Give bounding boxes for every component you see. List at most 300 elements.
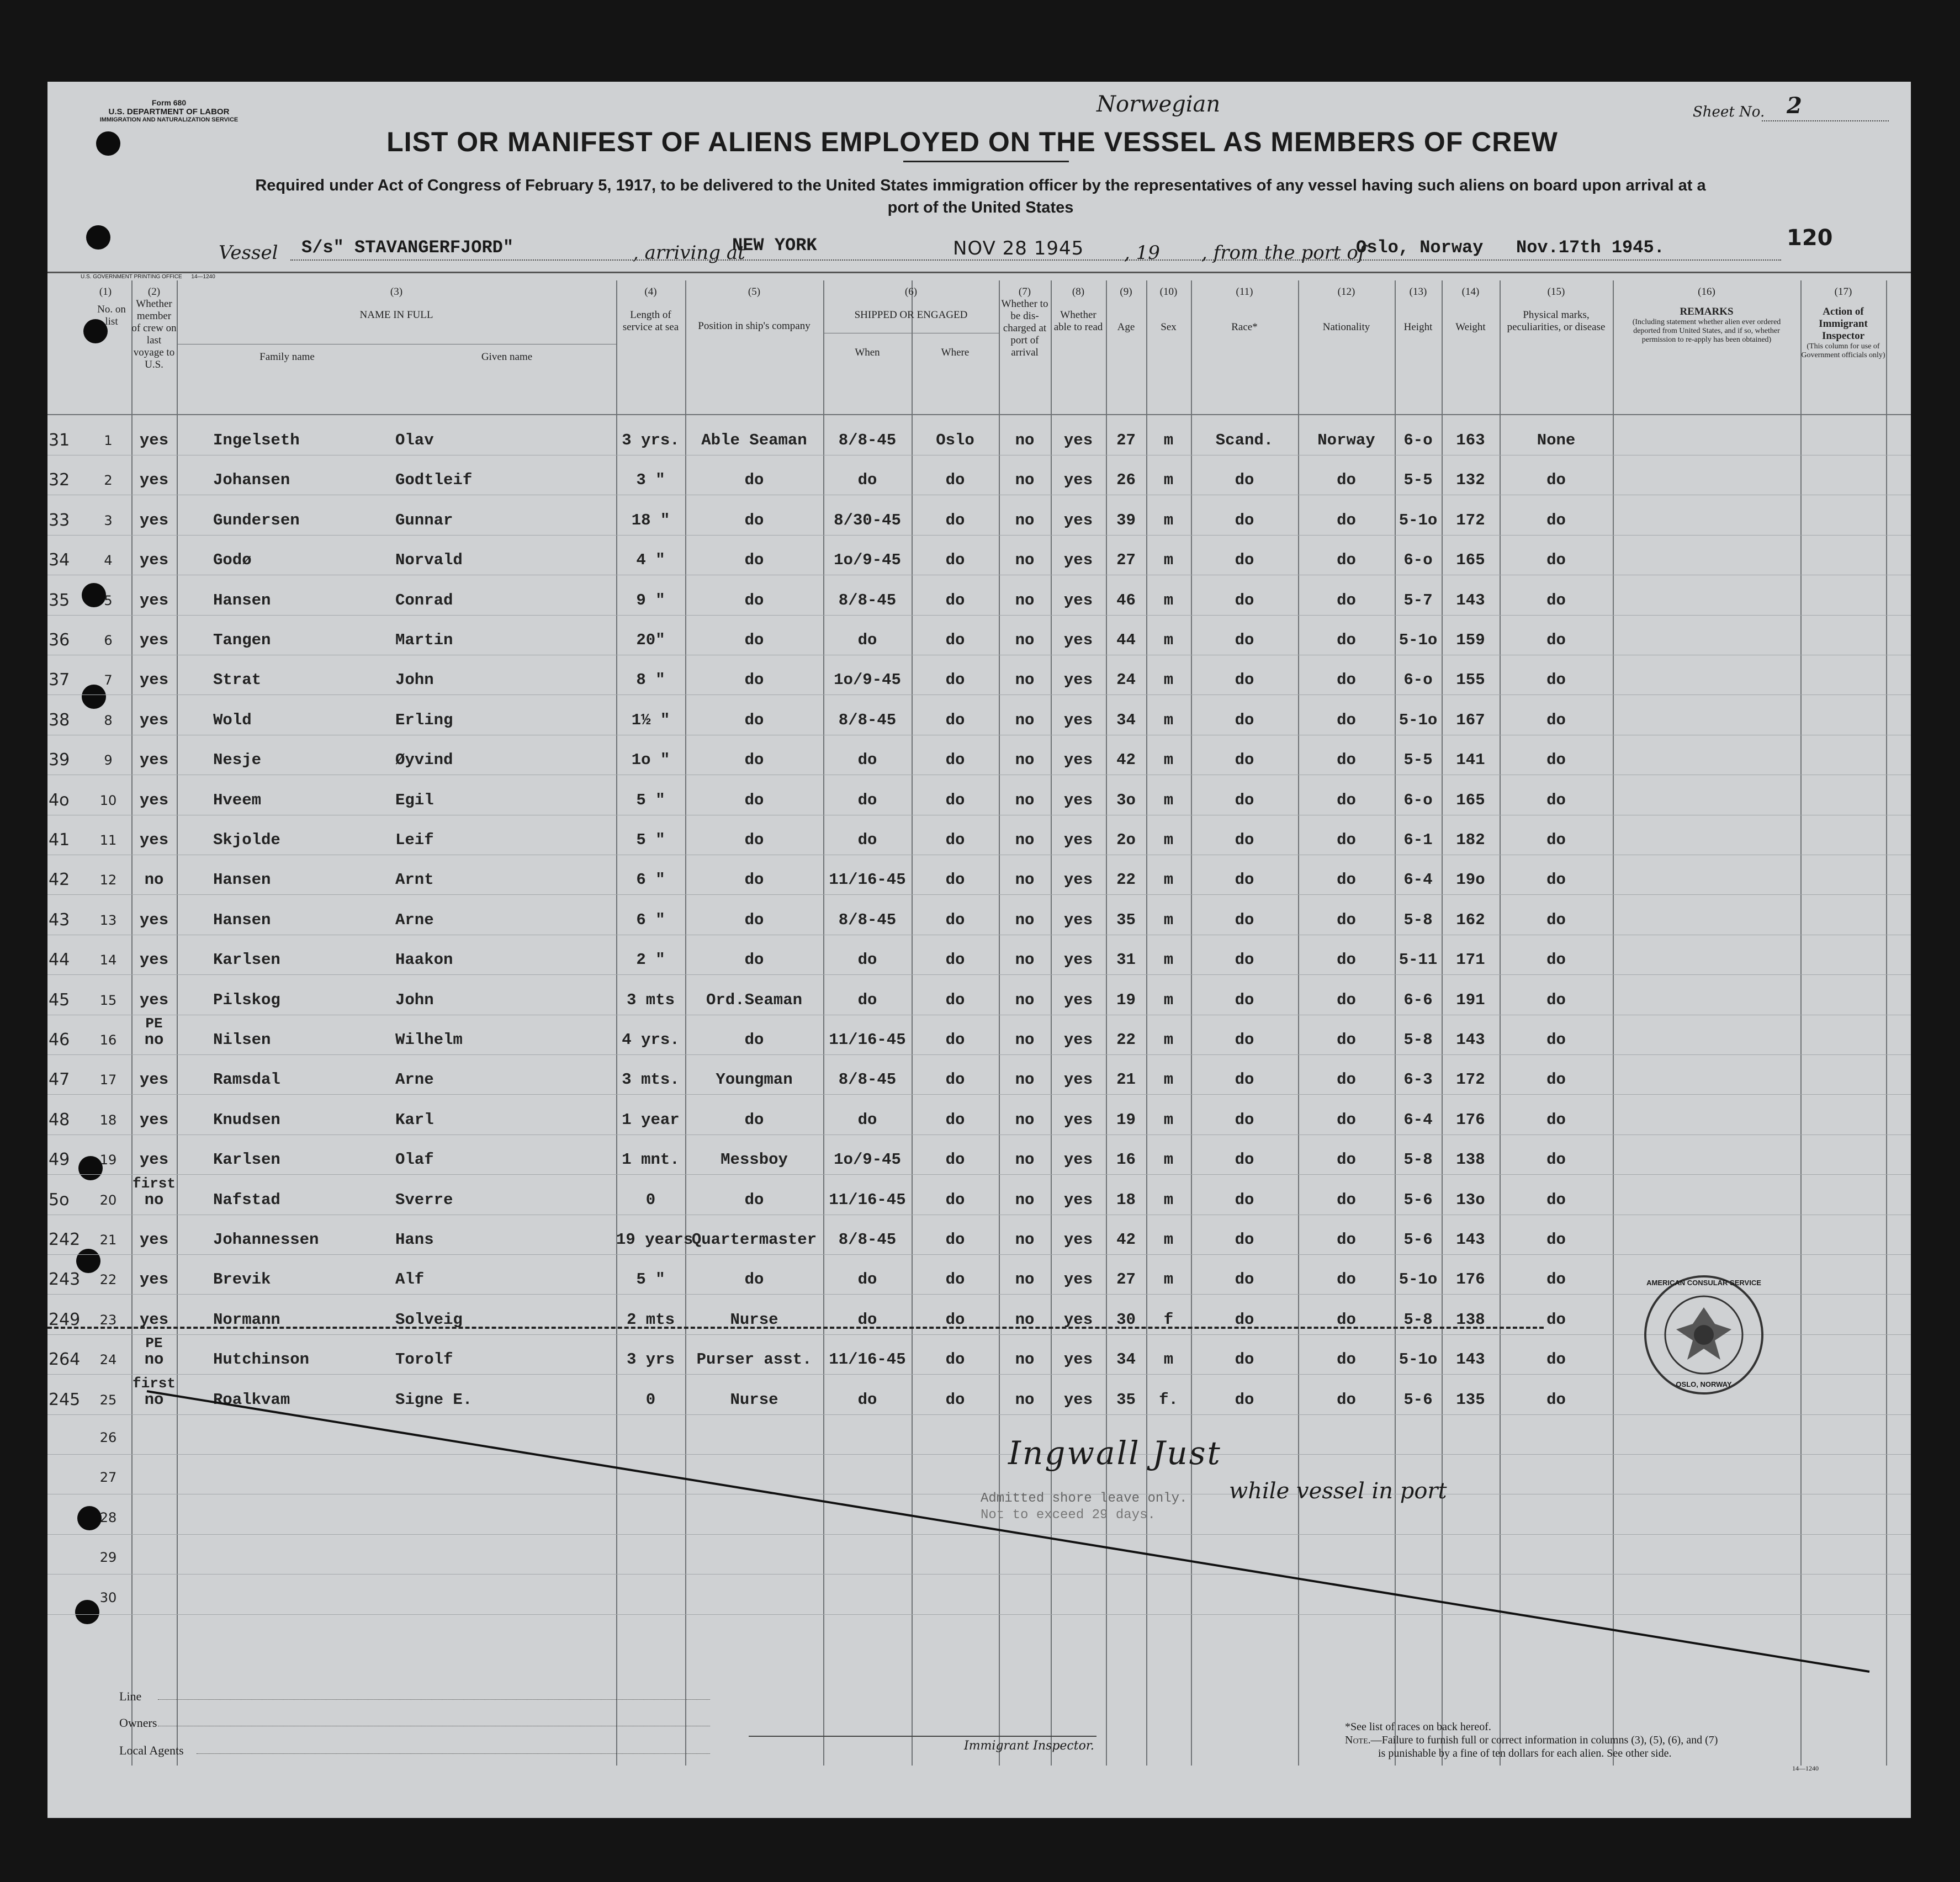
age: 42 — [1116, 1231, 1136, 1249]
row-number: 4 — [104, 553, 113, 569]
age: 35 — [1116, 1390, 1136, 1409]
nationality: do — [1337, 1310, 1356, 1329]
hdr-height: Height — [1403, 321, 1433, 333]
position: do — [744, 711, 764, 729]
position: do — [744, 831, 764, 849]
col-number: (1) — [99, 286, 112, 298]
crew-last-voyage: yes — [139, 591, 169, 609]
shipped-when: do — [857, 1270, 877, 1289]
year-label: , 19 — [1124, 242, 1160, 264]
given-name: Solveig — [395, 1310, 463, 1329]
crew-last-voyage: yes — [139, 1231, 169, 1249]
physical-marks: do — [1546, 1070, 1566, 1089]
family-name: Nafstad — [213, 1190, 280, 1209]
given-name: Arne — [395, 910, 434, 929]
races-note: *See list of races on back hereof. — [1345, 1721, 1491, 1733]
given-name: Leif — [395, 831, 434, 849]
able-to-read: yes — [1063, 591, 1093, 609]
race: do — [1235, 631, 1254, 649]
nationality: Norway — [1317, 431, 1375, 449]
shipped-when: 8/8-45 — [838, 711, 897, 729]
sex: m — [1163, 871, 1174, 889]
footer-line-label: Line — [119, 1689, 142, 1703]
margin-line-number: 243 — [49, 1270, 81, 1290]
family-name: Godø — [213, 551, 252, 570]
shipped-where: do — [945, 871, 965, 889]
race: do — [1235, 1031, 1254, 1049]
col-number: (13) — [1409, 286, 1427, 298]
position: do — [744, 1031, 764, 1049]
age: 18 — [1116, 1190, 1136, 1209]
row-number: 7 — [104, 672, 113, 688]
print-office-text: U.S. GOVERNMENT PRINTING OFFICE — [81, 274, 182, 280]
cancel-diagonal — [47, 82, 1911, 1818]
family-name: Pilskog — [213, 990, 280, 1009]
race: do — [1235, 1190, 1254, 1209]
margin-line-number: 34 — [49, 550, 70, 570]
age: 46 — [1116, 591, 1136, 609]
crew-last-voyage: yes — [139, 511, 169, 529]
physical-marks: do — [1546, 511, 1566, 529]
row-number: 19 — [99, 1152, 117, 1168]
to-be-discharged: no — [1015, 791, 1035, 809]
footer-line-dots — [158, 1699, 710, 1700]
form-number: Form 680 — [151, 98, 187, 107]
able-to-read: yes — [1063, 791, 1093, 809]
family-name: Karlsen — [213, 1151, 280, 1169]
height: 5-7 — [1403, 591, 1433, 609]
given-name: Martin — [395, 631, 453, 649]
able-to-read: yes — [1063, 1350, 1093, 1369]
age: 22 — [1116, 1031, 1136, 1049]
hdr-remarks: REMARKS — [1680, 306, 1734, 317]
page-title: LIST OR MANIFEST OF ALIENS EMPLOYED ON THE VESSEL AS MEMBERS OF CREW — [386, 126, 1558, 157]
nationality: do — [1337, 751, 1356, 770]
position: do — [744, 671, 764, 690]
col-number: (3) — [390, 286, 403, 298]
margin-line-number: 37 — [49, 670, 70, 690]
position: do — [744, 871, 764, 889]
row-number: 24 — [99, 1352, 117, 1368]
physical-marks: do — [1546, 1390, 1566, 1409]
sex: m — [1163, 1231, 1174, 1249]
nationality: do — [1337, 671, 1356, 690]
age: 19 — [1116, 990, 1136, 1009]
to-be-discharged: no — [1015, 1151, 1035, 1169]
family-name: Hutchinson — [213, 1350, 310, 1369]
shipped-when: 11/16-45 — [829, 1350, 906, 1369]
row-number: 26 — [99, 1430, 117, 1445]
row-number: 30 — [99, 1589, 117, 1605]
margin-line-number: 46 — [49, 1030, 70, 1049]
margin-line-number: 32 — [49, 470, 70, 490]
height: 5-1o — [1399, 1350, 1438, 1369]
length-of-service: 6 " — [636, 910, 665, 929]
given-name: Hans — [395, 1231, 434, 1249]
col-number: (4) — [644, 286, 657, 298]
to-be-discharged: no — [1015, 1190, 1035, 1209]
to-be-discharged: no — [1015, 1031, 1035, 1049]
date-stamp: NOV 28 1945 — [953, 237, 1084, 259]
family-name: Nesje — [213, 751, 262, 770]
shipped-when: 8/8-45 — [838, 431, 897, 449]
physical-marks: do — [1546, 751, 1566, 770]
nationality: do — [1337, 511, 1356, 529]
length-of-service: 4 yrs. — [622, 1031, 680, 1049]
length-of-service: 3 mts — [626, 990, 675, 1009]
position: Able Seaman — [701, 431, 807, 449]
hdr-discharged: Whether to be dis-charged at port of arrival — [1001, 298, 1048, 358]
age: 27 — [1116, 1270, 1136, 1289]
inspector-signature: Ingwall Just — [1008, 1434, 1222, 1472]
row-number: 11 — [99, 833, 117, 848]
physical-marks: do — [1546, 1310, 1566, 1329]
able-to-read: yes — [1063, 1070, 1093, 1089]
sex: m — [1163, 1110, 1174, 1129]
length-of-service: 2 " — [636, 951, 665, 969]
shipped-when: 11/16-45 — [829, 1031, 906, 1049]
able-to-read: yes — [1063, 910, 1093, 929]
hdr-physical: Physical marks, peculiarities, or disease — [1507, 309, 1606, 333]
hdr-name-in-full: NAME IN FULL — [359, 309, 433, 321]
crew-last-voyage: no — [144, 871, 164, 889]
shipped-where: do — [945, 1350, 965, 1369]
hdr-nationality: Nationality — [1322, 321, 1370, 333]
col-number: (9) — [1120, 286, 1132, 298]
hdr-age: Age — [1117, 321, 1135, 333]
margin-line-number: 39 — [49, 750, 70, 770]
length-of-service: 1 year — [622, 1110, 680, 1129]
race: do — [1235, 1070, 1254, 1089]
crew-note: PE — [145, 1335, 163, 1352]
shipped-where: Oslo — [936, 431, 974, 449]
row-number: 16 — [99, 1032, 117, 1048]
shipped-where: do — [945, 1031, 965, 1049]
height: 6-1 — [1403, 831, 1433, 849]
weight: 135 — [1456, 1390, 1485, 1409]
weight: 176 — [1456, 1270, 1485, 1289]
to-be-discharged: no — [1015, 591, 1035, 609]
family-name: Wold — [213, 711, 252, 729]
to-be-discharged: no — [1015, 671, 1035, 690]
race: do — [1235, 990, 1254, 1009]
weight: 167 — [1456, 711, 1485, 729]
weight: 19o — [1456, 871, 1485, 889]
shipped-where: do — [945, 511, 965, 529]
col-number: (16) — [1698, 286, 1715, 298]
margin-line-number: 4o — [49, 790, 70, 810]
nationality: do — [1337, 1390, 1356, 1409]
note-text-1: —Failure to furnish full or correct information in columns (3), (5), (6), and (7) — [1370, 1734, 1718, 1746]
race: do — [1235, 1390, 1254, 1409]
position: do — [744, 591, 764, 609]
position: Youngman — [716, 1070, 793, 1089]
margin-line-number: 43 — [49, 910, 70, 930]
nationality: do — [1337, 831, 1356, 849]
age: 22 — [1116, 871, 1136, 889]
sex: m — [1163, 711, 1174, 729]
age: 27 — [1116, 431, 1136, 449]
position: do — [744, 631, 764, 649]
length-of-service: 3 yrs. — [622, 431, 680, 449]
to-be-discharged: no — [1015, 831, 1035, 849]
race: do — [1235, 751, 1254, 770]
age: 21 — [1116, 1070, 1136, 1089]
length-of-service: 3 mts. — [622, 1070, 680, 1089]
nationality: do — [1337, 1190, 1356, 1209]
height: 5-5 — [1403, 751, 1433, 770]
note-label: Note. — [1345, 1734, 1371, 1746]
row-number: 27 — [99, 1470, 117, 1486]
nationality: do — [1337, 631, 1356, 649]
nationality: do — [1337, 1110, 1356, 1129]
shipped-where: do — [945, 631, 965, 649]
department: U.S. DEPARTMENT OF LABOR — [108, 107, 230, 116]
from-label: , from the port of — [1201, 242, 1365, 264]
sex: m — [1163, 951, 1174, 969]
given-name: Olav — [395, 431, 434, 449]
row-number: 21 — [99, 1232, 117, 1248]
crew-last-voyage: yes — [139, 1270, 169, 1289]
sex: m — [1163, 1031, 1174, 1049]
length-of-service: 19 years — [616, 1231, 693, 1249]
to-be-discharged: no — [1015, 711, 1035, 729]
crew-last-voyage: yes — [139, 471, 169, 490]
able-to-read: yes — [1063, 1190, 1093, 1209]
crew-note: first — [132, 1175, 176, 1192]
length-of-service: 9 " — [636, 591, 665, 609]
to-be-discharged: no — [1015, 990, 1035, 1009]
to-be-discharged: no — [1015, 1270, 1035, 1289]
given-name: Torolf — [395, 1350, 453, 1369]
seal-text-bottom: OSLO, NORWAY — [1676, 1380, 1732, 1388]
row-number: 2 — [104, 473, 113, 489]
given-name: John — [395, 671, 434, 690]
footer-owners-label: Owners — [119, 1716, 157, 1730]
weight: 138 — [1456, 1151, 1485, 1169]
inspector-label: Immigrant Inspector. — [964, 1739, 1094, 1753]
age: 39 — [1116, 511, 1136, 529]
age: 30 — [1116, 1310, 1136, 1329]
age: 34 — [1116, 1350, 1136, 1369]
margin-line-number: 31 — [49, 431, 70, 450]
position: Quartermaster — [691, 1231, 817, 1249]
shipped-when: 1o/9-45 — [834, 1151, 901, 1169]
able-to-read: yes — [1063, 631, 1093, 649]
sex: f — [1163, 1310, 1174, 1329]
height: 6-o — [1403, 671, 1433, 690]
family-name: Brevik — [213, 1270, 271, 1289]
race: do — [1235, 1110, 1254, 1129]
row-number: 15 — [99, 992, 117, 1008]
nationality: do — [1337, 591, 1356, 609]
shipped-where: do — [945, 990, 965, 1009]
length-of-service: 1½ " — [631, 711, 670, 729]
nationality: do — [1337, 871, 1356, 889]
able-to-read: yes — [1063, 1231, 1093, 1249]
crew-last-voyage: yes — [139, 951, 169, 969]
race: do — [1235, 871, 1254, 889]
height: 5-6 — [1403, 1390, 1433, 1409]
row-number: 20 — [99, 1192, 117, 1208]
subtitle-line-2: port of the United States — [887, 199, 1074, 216]
nationality: do — [1337, 1070, 1356, 1089]
row-number: 17 — [99, 1072, 117, 1088]
shipped-when: do — [857, 751, 877, 770]
crew-last-voyage: yes — [139, 631, 169, 649]
hdr-family-name: Family name — [259, 351, 315, 363]
shipped-when: do — [857, 1390, 877, 1409]
weight: 171 — [1456, 951, 1485, 969]
crew-last-voyage: yes — [139, 1151, 169, 1169]
shipped-where: do — [945, 1270, 965, 1289]
to-be-discharged: no — [1015, 431, 1035, 449]
margin-line-number: 47 — [49, 1070, 70, 1090]
row-number: 13 — [99, 912, 117, 928]
row-number: 22 — [99, 1272, 117, 1288]
given-name: Signe E. — [395, 1390, 473, 1409]
shipped-where: do — [945, 751, 965, 770]
physical-marks: do — [1546, 1270, 1566, 1289]
family-name: Johannessen — [213, 1231, 319, 1249]
hdr-action-note: (This column for use of Government officials only) — [1801, 342, 1885, 359]
row-number: 28 — [99, 1509, 117, 1525]
to-be-discharged: no — [1015, 871, 1035, 889]
to-be-discharged: no — [1015, 471, 1035, 490]
margin-line-number: 45 — [49, 990, 70, 1010]
position: do — [744, 910, 764, 929]
margin-line-number: 36 — [49, 630, 70, 650]
sex: m — [1163, 591, 1174, 609]
hdr-remarks-note: (Including statement whether alien ever ordered deported from United States, and if so, whether permission to re-apply has been obtained) — [1632, 318, 1781, 344]
footer-agents-dots — [197, 1753, 710, 1754]
physical-marks: do — [1546, 1110, 1566, 1129]
family-name: Hansen — [213, 871, 271, 889]
physical-marks: do — [1546, 1231, 1566, 1249]
shipped-when: 1o/9-45 — [834, 671, 901, 690]
to-be-discharged: no — [1015, 751, 1035, 770]
physical-marks: do — [1546, 791, 1566, 809]
height: 5-8 — [1403, 1031, 1433, 1049]
able-to-read: yes — [1063, 1390, 1093, 1409]
print-code: 14—1240 — [191, 274, 215, 280]
sex: m — [1163, 910, 1174, 929]
able-to-read: yes — [1063, 1310, 1093, 1329]
crew-last-voyage: no — [144, 1190, 164, 1209]
race: do — [1235, 1350, 1254, 1369]
shipped-where: do — [945, 1151, 965, 1169]
weight: 155 — [1456, 671, 1485, 690]
hdr-crew-last-voyage: Whether member of crew on last voyage to U.S. — [131, 298, 177, 370]
hdr-length-service: Length of service at sea — [622, 309, 679, 333]
nationality: do — [1337, 791, 1356, 809]
row-number: 18 — [99, 1112, 117, 1128]
length-of-service: 8 " — [636, 671, 665, 690]
weight: 141 — [1456, 751, 1485, 770]
margin-line-number: 41 — [49, 830, 70, 850]
admitted-stamp-2: Not to exceed 29 days. — [981, 1508, 1156, 1523]
footer-code: 14—1240 — [1792, 1764, 1819, 1772]
hdr-race: Race* — [1231, 321, 1258, 333]
position: do — [744, 791, 764, 809]
margin-line-number: 35 — [49, 590, 70, 610]
age: 2o — [1116, 831, 1136, 849]
shipped-where: do — [945, 1070, 965, 1089]
given-name: Olaf — [395, 1151, 434, 1169]
row-number: 9 — [104, 752, 113, 768]
able-to-read: yes — [1063, 990, 1093, 1009]
length-of-service: 4 " — [636, 551, 665, 570]
shipped-where: do — [945, 1110, 965, 1129]
row-number: 8 — [104, 712, 113, 728]
row-number: 14 — [99, 952, 117, 968]
position: Nurse — [730, 1390, 778, 1409]
family-name: Knudsen — [213, 1110, 280, 1129]
nationality: do — [1337, 711, 1356, 729]
length-of-service: 3 yrs — [626, 1350, 675, 1369]
shipped-where: do — [945, 910, 965, 929]
to-be-discharged: no — [1015, 1390, 1035, 1409]
weight: 143 — [1456, 591, 1485, 609]
hdr-action: Action of Immigrant Inspector — [1819, 306, 1868, 342]
family-name: Ramsdal — [213, 1070, 280, 1089]
sex: m — [1163, 1190, 1174, 1209]
row-number: 10 — [99, 792, 117, 808]
weight: 143 — [1456, 1031, 1485, 1049]
physical-marks: do — [1546, 910, 1566, 929]
weight: 159 — [1456, 631, 1485, 649]
height: 5-11 — [1399, 951, 1438, 969]
weight: 176 — [1456, 1110, 1485, 1129]
height: 6-o — [1403, 431, 1433, 449]
physical-marks: do — [1546, 990, 1566, 1009]
height: 5-6 — [1403, 1190, 1433, 1209]
shipped-where: do — [945, 951, 965, 969]
shipped-when: do — [857, 990, 877, 1009]
given-name: Egil — [395, 791, 434, 809]
nationality: do — [1337, 471, 1356, 490]
margin-line-number: 242 — [49, 1230, 81, 1249]
crew-last-voyage: no — [144, 1390, 164, 1409]
able-to-read: yes — [1063, 831, 1093, 849]
physical-marks: None — [1537, 431, 1576, 449]
crew-last-voyage: yes — [139, 1110, 169, 1129]
vessel-label: Vessel — [219, 242, 278, 264]
race: do — [1235, 711, 1254, 729]
nationality: do — [1337, 1151, 1356, 1169]
crew-last-voyage: yes — [139, 990, 169, 1009]
crew-last-voyage: yes — [139, 1310, 169, 1329]
length-of-service: 5 " — [636, 831, 665, 849]
crew-last-voyage: yes — [139, 751, 169, 770]
sex: m — [1163, 751, 1174, 770]
margin-line-number: 5o — [49, 1190, 70, 1210]
to-be-discharged: no — [1015, 1070, 1035, 1089]
position: do — [744, 1190, 764, 1209]
hdr-position: Position in ship's company — [698, 320, 811, 332]
nationality: do — [1337, 1270, 1356, 1289]
weight: 162 — [1456, 910, 1485, 929]
margin-line-number: 33 — [49, 510, 70, 530]
height: 6-o — [1403, 791, 1433, 809]
row-number: 23 — [99, 1312, 117, 1328]
height: 6-6 — [1403, 990, 1433, 1009]
margin-line-number: 264 — [49, 1350, 81, 1370]
margin-line-number: 48 — [49, 1110, 70, 1130]
shipped-where: do — [945, 551, 965, 570]
physical-marks: do — [1546, 831, 1566, 849]
handwritten-nationality: Norwegian — [1096, 92, 1221, 117]
